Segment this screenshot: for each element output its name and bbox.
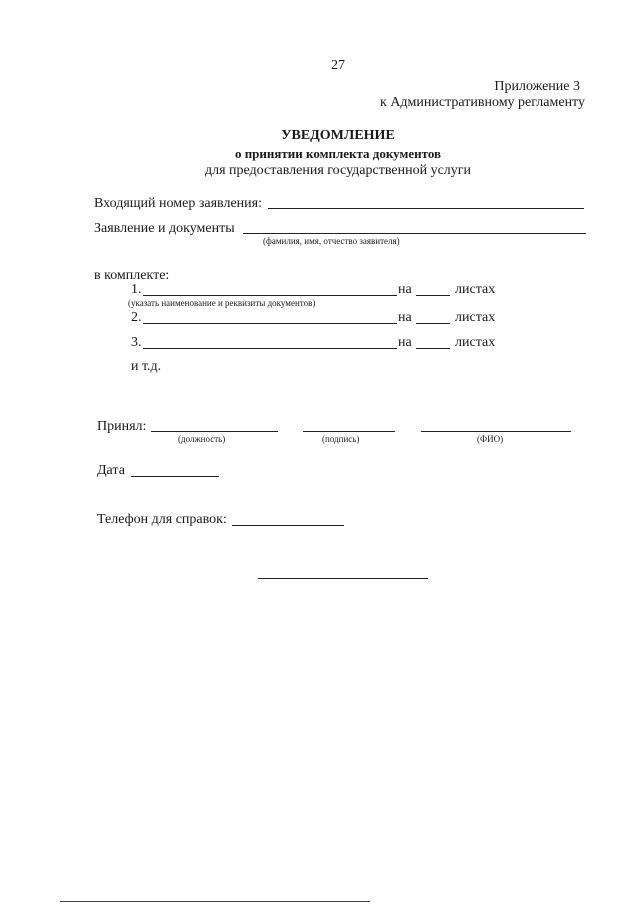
item-line <box>143 323 397 324</box>
application-line <box>243 233 586 234</box>
position-hint: (должность) <box>178 434 226 444</box>
item-line <box>143 348 397 349</box>
etc-text: и т.д. <box>131 359 162 374</box>
name-line <box>421 431 571 432</box>
item-sheets-line <box>416 348 450 349</box>
bottom-edge-line <box>60 901 370 902</box>
phone-label: Телефон для справок: <box>97 512 227 527</box>
item-line <box>143 295 397 296</box>
incoming-number-line <box>268 208 584 209</box>
application-label: Заявление и документы <box>94 221 235 236</box>
title-sub2: для предоставления государственной услуги <box>204 163 472 178</box>
name-hint: (ФИО) <box>477 434 504 444</box>
item-sheets-label: листах <box>455 335 496 350</box>
closing-separator <box>258 578 428 579</box>
signature-line <box>303 431 395 432</box>
title-main: УВЕДОМЛЕНИЕ <box>281 128 395 143</box>
application-hint: (фамилия, имя, отчество заявителя) <box>263 236 400 246</box>
item-number: 1. <box>131 282 142 297</box>
date-line <box>131 476 219 477</box>
page-number: 27 <box>331 58 345 73</box>
item-number: 2. <box>131 310 142 325</box>
signature-hint: (подпись) <box>322 434 360 444</box>
item-sheets-line <box>416 295 450 296</box>
item-number: 3. <box>131 335 142 350</box>
appendix-line1: Приложение 3 <box>494 79 580 94</box>
set-label: в комплекте: <box>94 268 170 283</box>
position-line <box>151 431 278 432</box>
date-label: Дата <box>97 463 125 478</box>
appendix-line2: к Административному регламенту <box>380 95 585 110</box>
item-sheets-line <box>416 323 450 324</box>
incoming-number-label: Входящий номер заявления: <box>94 196 262 211</box>
item-on-label: на <box>398 282 412 297</box>
item-hint: (указать наименование и реквизиты документов) <box>128 298 316 308</box>
accepted-label: Принял: <box>97 419 147 434</box>
title-sub: о принятии комплекта документов <box>234 146 442 161</box>
item-sheets-label: листах <box>455 310 496 325</box>
item-on-label: на <box>398 310 412 325</box>
item-on-label: на <box>398 335 412 350</box>
phone-line <box>232 525 344 526</box>
item-sheets-label: листах <box>455 282 496 297</box>
